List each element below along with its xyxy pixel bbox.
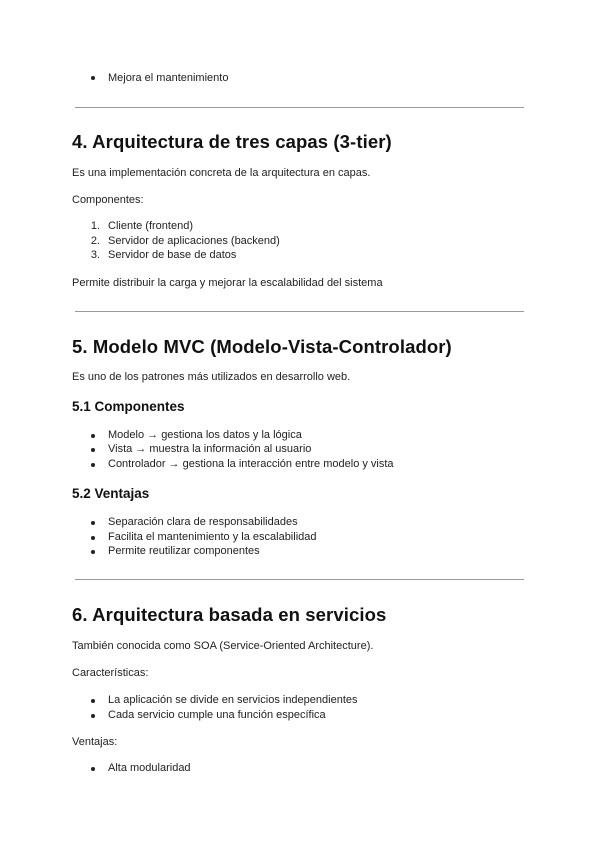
list-item: Modelo → gestiona los datos y la lógica: [108, 429, 302, 441]
list-item: Alta modularidad: [108, 762, 191, 774]
list-item: Separación clara de responsabilidades: [108, 516, 298, 528]
section-4-components-label: Componentes:: [72, 194, 144, 206]
bullet-marker: [91, 550, 95, 554]
list-item: Cada servicio cumple una función específica: [108, 709, 326, 721]
list-number: 1.: [90, 220, 100, 232]
horizontal-divider: [75, 311, 524, 312]
list-item: Controlador → gestiona la interacción entre modelo y vista: [108, 458, 394, 470]
subsection-5-2-heading: 5.2 Ventajas: [72, 486, 150, 501]
bullet-marker: [91, 714, 95, 718]
section-6-intro: También conocida como SOA (Service-Oriented Architecture).: [72, 640, 374, 652]
section-5-intro: Es uno de los patrones más utilizados en desarrollo web.: [72, 371, 351, 383]
section-6-features-label: Características:: [72, 667, 149, 679]
bullet-marker: [91, 699, 95, 703]
subsection-5-1-heading: 5.1 Componentes: [72, 399, 185, 414]
section-6-advantages-label: Ventajas:: [72, 736, 118, 748]
bullet-marker: [91, 434, 95, 438]
list-number: 2.: [90, 235, 100, 247]
bullet-marker: [91, 536, 95, 540]
section-4-closing: Permite distribuir la carga y mejorar la escalabilidad del sistema: [72, 277, 383, 289]
horizontal-divider: [75, 579, 524, 580]
list-item: Cliente (frontend): [108, 220, 193, 232]
list-item: Vista → muestra la información al usuario: [108, 443, 312, 455]
list-item: Facilita el mantenimiento y la escalabilidad: [108, 531, 317, 543]
horizontal-divider: [75, 107, 524, 108]
bullet-marker: [91, 521, 95, 525]
list-item: La aplicación se divide en servicios independientes: [108, 694, 358, 706]
list-item: Permite reutilizar componentes: [108, 545, 260, 557]
section-6-heading: 6. Arquitectura basada en servicios: [72, 604, 387, 625]
list-item: Servidor de base de datos: [108, 249, 237, 261]
list-item: Mejora el mantenimiento: [108, 72, 229, 84]
section-4-heading: 4. Arquitectura de tres capas (3-tier): [72, 131, 392, 152]
bullet-marker: [91, 448, 95, 452]
section-4-intro: Es una implementación concreta de la arquitectura en capas.: [72, 167, 371, 179]
bullet-marker: [91, 463, 95, 467]
bullet-marker: [91, 76, 95, 80]
list-item: Servidor de aplicaciones (backend): [108, 235, 280, 247]
bullet-marker: [91, 767, 95, 771]
section-5-heading: 5. Modelo MVC (Modelo-Vista-Controlador): [72, 336, 452, 357]
list-number: 3.: [90, 249, 100, 261]
